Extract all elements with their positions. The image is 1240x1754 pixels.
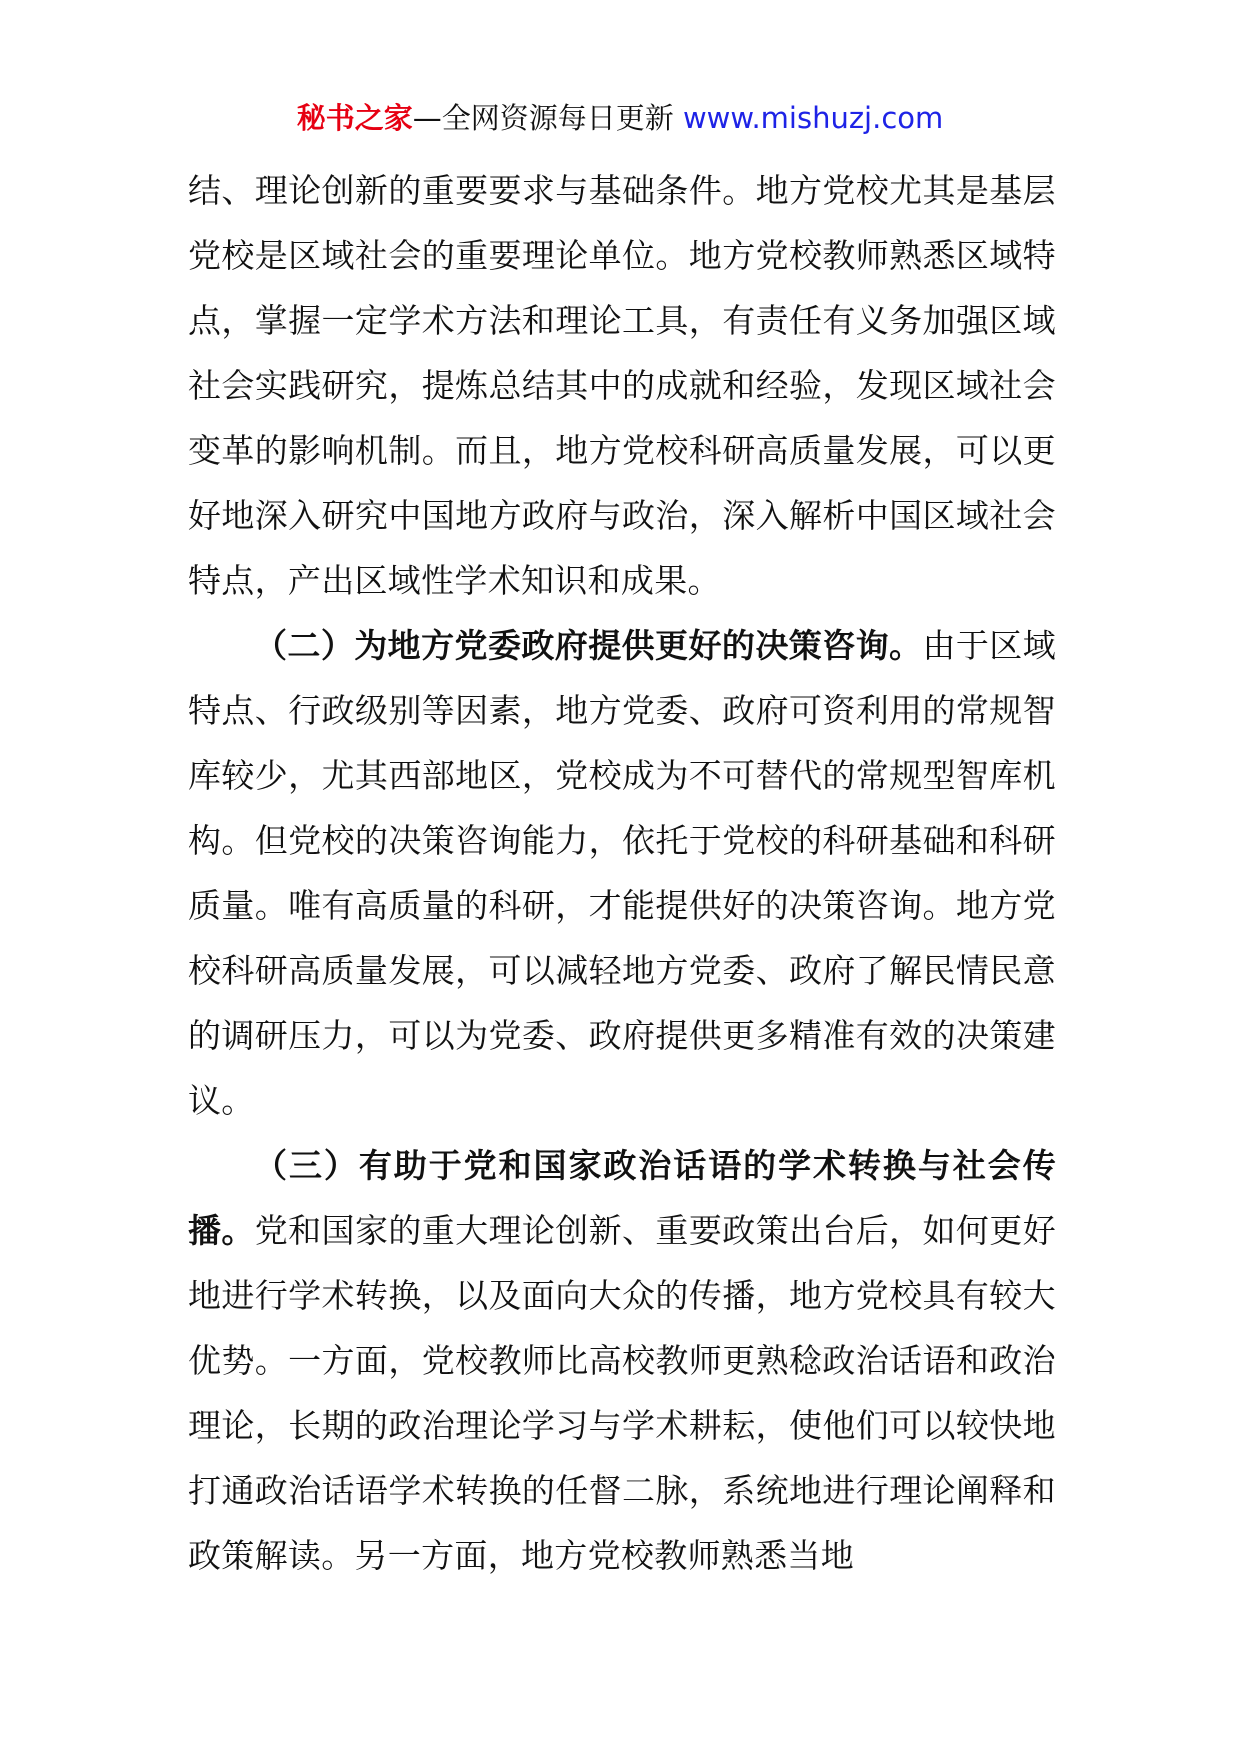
paragraph-1-text: 结、理论创新的重要要求与基础条件。地方党校尤其是基层党校是区域社会的重要理论单位。地方党校教师熟悉区域特点，掌握一定学术方法和理论工具，有责任有义务加强区域社会实践研究，提炼总结其中的成就和经验，发现区域社会变革的影响机制。而且，地方党校科研高质量发展，可以更好地深入研究中国地方政府与政治，深入解析中国区域社会特点，产出区域性学术知识和成果。 <box>188 171 1056 600</box>
paragraph-3-heading: （三）有助于党和国家政治话语的学术转换与社会传播。 <box>188 1146 1056 1250</box>
paragraph-1 <box>188 158 1056 613</box>
paragraph-2-text: 由于区域特点、行政级别等因素，地方党委、政府可资利用的常规智库较少，尤其西部地区，党校成为不可替代的常规型智库机构。但党校的决策咨询能力，依托于党校的科研基础和科研质量。唯有高质量的科研，才能提供好的决策咨询。地方党校科研高质量发展，可以减轻地方党委、政府了解民情民意的调研压力，可以为党委、政府提供更多精准有效的决策建议。 <box>188 626 1057 1120</box>
paragraph-2-heading: （二）为地方党委政府提供更好的决策咨询。 <box>254 626 923 665</box>
document-body <box>188 158 1056 1588</box>
site-name: 秘书之家 <box>296 101 413 135</box>
paragraph-3-text: 党和国家的重大理论创新、重要政策出台后，如何更好地进行学术转换，以及面向大众的传播，地方党校具有较大优势。一方面，党校教师比高校教师更熟稔政治话语和政治理论，长期的政治理论学习与学术耕耘，使他们可以较快地打通政治话语学术转换的任督二脉，系统地进行理论阐释和政策解读。另一方面，地方党校教师熟悉当地 <box>188 1211 1056 1575</box>
paragraph-3 <box>188 1133 1056 1588</box>
site-url-link[interactable]: www.mishuzj.com <box>682 101 944 135</box>
page-header <box>0 98 1240 138</box>
site-slogan: —全网资源每日更新 <box>412 101 683 135</box>
paragraph-2 <box>188 613 1056 1133</box>
